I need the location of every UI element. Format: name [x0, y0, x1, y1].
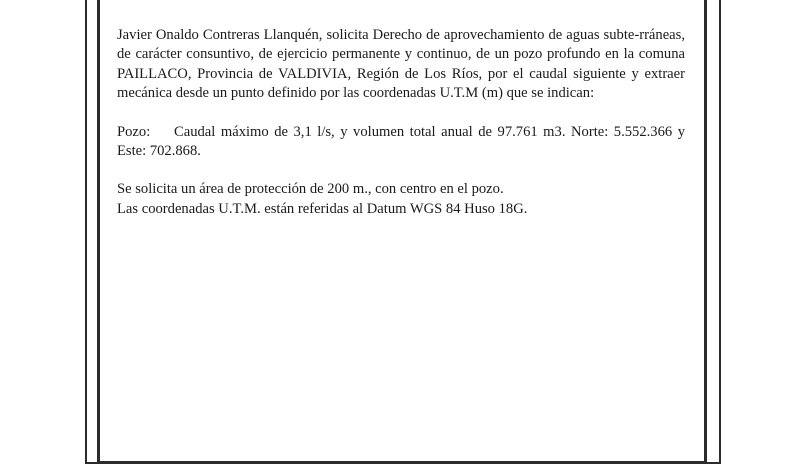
spacer — [117, 161, 685, 180]
protection-area-text: Se solicita un área de protección de 200 m., con centro en el pozo. — [117, 181, 504, 198]
pozo-paragraph — [117, 123, 685, 162]
pozo-text: Caudal máximo de 3,1 l/s, y volumen total anual de 97.761 m3. Norte: 5.552.366 y Este: 702.868. — [117, 123, 685, 160]
document-body — [117, 26, 685, 219]
pozo-label: Pozo: — [117, 123, 151, 140]
intro-paragraph: Javier Onaldo Contreras Llanquén, solicita Derecho de aprovechamiento de aguas subte-rráneas, de carácter consuntivo, de ejercicio permanente y continuo, de un pozo profundo en la comuna PAILLACO, Provincia de VALDIVIA, Región de Los Ríos, por el caudal siguiente y extraer mecánica desde un punto definido por las coordenadas U.T.M (m) que se indican: — [117, 27, 685, 102]
datum-note-text: Las coordenadas U.T.M. están referidas al Datum WGS 84 Huso 18G. — [117, 200, 528, 217]
